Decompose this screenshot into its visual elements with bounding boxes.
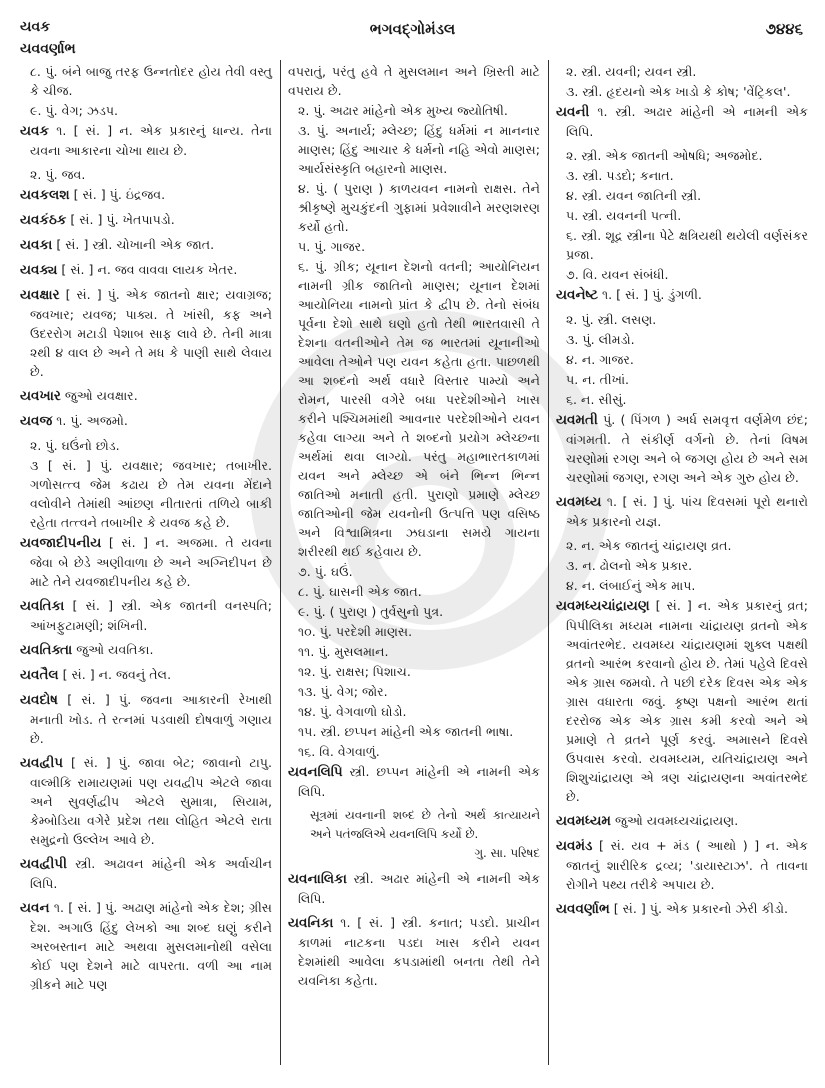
sense-line: ૨. ન. એક જાતનું ચાંદ્રાયણ વ્રત. (566, 538, 732, 553)
sense-line: ૩. ન. ઢોલનો એક પ્રકાર. (566, 558, 693, 573)
headword: યવમધ્યચાંદ્રાયણ (556, 598, 650, 614)
definition-text: [ સં. ] પું. એક જાતનો ક્ષાર; યવાગ્રજ; જવખાર; યવજ; પાક્ય. તે ખાંસી, કફ અને ઉદરરોગ મટાડી પેશાબ સાફ લાવે છે. તેની માત્રા ૨થી ૪ વાલ છે અને તે મધ કે પાણી સાથે લેવાય છે. (30, 287, 272, 379)
definition-text: [ સં. ] ન. અજમા. તે યવના જેવા બે છેડે અણીવાળા છે અને અગ્નિદીપન છે માટે તેને યવજાદીપનીય કહે છે. (30, 535, 272, 589)
guideword-first: યવક (20, 19, 51, 35)
sense-line: ૯. પું. ( પુરાણ ) તુર્વસુનો પુત્ર. (298, 604, 444, 619)
sense-line: ૧૫. સ્ત્રી. છપ્પન માંહેની એક જાતની ભાષા. (298, 724, 514, 739)
dictionary-entry (556, 492, 808, 531)
headword: યવન (20, 900, 50, 916)
definition-text: ૧. [ સં. ] પું. પાંચ દિવસમાં પૂરો થનારો એક પ્રકારનો યજ્ઞ. (566, 494, 808, 529)
definition-text: [ સં. ] ન. જવ વાવવા લાયક ખેતર. (57, 262, 238, 277)
dictionary-entry (556, 836, 808, 894)
dictionary-entry (288, 869, 540, 908)
dictionary-entry (20, 260, 272, 280)
definition-text: પું. ( પિંગળ ) અર્ધ સમવૃત્ત વર્ણમેળ છંદ; વાંગમતી. તે સંકીર્ણ વર્ગનો છે. તેનાં વિષમ ચરણોમાં રગણ અને બે જગણ હોય છે અને સમ ચરણોમાં જગણ, રગણ અને એક ગુરુ હોય છે. (566, 412, 808, 485)
sense-line: ૮. પું. બંને બાજુ તરફ ઉન્નતોદર હોય તેવી વસ્તુ કે ચીજ. (30, 64, 272, 98)
definition-text: સ્ત્રી. અઢાવન માંહેની એક અર્વાચીન લિપિ. (30, 856, 272, 891)
definition-text: [ સં. ] પું. ઇંદ્રજવ. (69, 187, 166, 202)
dictionary-entry (20, 411, 272, 431)
sense-line: ૧૩. પું. વેગ; જોર. (298, 684, 388, 699)
sense-line: ૧૦. પું. પરદેશી માણસ. (298, 624, 413, 639)
sense-line: ૩ [ સં. ] પું. યવક્ષાર; જવખાર; તબાખીર. ગળોસત્ત્વ જેમ કઢાય છે તેમ યવના મેંદાને વલોવીને તેમાંથી આંછણ નીતારતાં તળિયે બાકી રહેતા તત્ત્વને તબાખીર કે યવજ કહે છે. (30, 458, 272, 530)
sense-line: ૪. ન. લંબાઈનું એક માપ. (566, 578, 696, 593)
definition-text: [ સં. ] ન. જવનું તેલ. (58, 667, 172, 682)
sense-line: ૩. સ્ત્રી. પડદો; કનાત. (566, 168, 674, 183)
dictionary-entry (20, 690, 272, 748)
dictionary-entry (20, 210, 272, 230)
column-divider (548, 60, 549, 1065)
guideword-last: યવવર્ણાભ (20, 41, 76, 57)
headword: યવમતી (556, 412, 598, 428)
headword: યવકલશ (20, 187, 70, 203)
dictionary-entry (20, 665, 272, 685)
sense-line: ૬. સ્ત્રી. શૂદ્ર સ્ત્રીના પેટે ક્ષત્રિયથી થયેલી વર્ણસંકર પ્રજા. (566, 228, 808, 262)
definition-text: જુઓ યવતિકા. (72, 642, 154, 657)
headword: યવવર્ણાભ (556, 901, 610, 917)
sense-line: ૩. પું. લીમડો. (566, 332, 635, 347)
headword: યવનેષ્ટ (556, 287, 598, 303)
sense-line: ૩. પું. અનાર્ય; મ્લેચ્છ; હિંદુ ધર્મમાં ન માનનાર માણસ; હિંદુ આચાર કે ધર્મનો નહિ એવો માણસ; આર્યસંસ્કૃતિ બહારનો માણસ. (298, 123, 540, 176)
definition-text: ૧. [ સં. ] સ્ત્રી. કનાત; પડદો. પ્રાચીન કાળમાં નાટકના પડદા ખાસ કરીને યવન દેશમાંથી આવેલા કપડામાંથી બનતા તેથી તેને યવનિકા કહેતા. (298, 915, 540, 988)
definition-text: ૧. સ્ત્રી. અઢાર માંહેની એ નામની એક લિપિ. (566, 104, 808, 139)
definition-text: [ સં. ] પું. ખેતપાપડો. (66, 212, 175, 227)
citation-text: સૂત્રમાં યવનાની શબ્દ છે તેનો અર્થ કાત્યાયને અને પતંજલિએ યવનલિપિ કર્યો છે. (310, 808, 540, 841)
sense-line: ૨. સ્ત્રી. યવની; યવન સ્ત્રી. (566, 64, 697, 79)
headword: યવક (20, 123, 49, 139)
sense-line: ૫. ન. તીખાં. (566, 372, 630, 387)
definition-text: ૧. પું. અજમો. (52, 413, 128, 428)
dictionary-entry (556, 102, 808, 141)
definition-text: [ સં. યવ + મંડ ( આથો ) ] ન. એક જાતનું શારીરિક દ્રવ્ય; 'ડાયાસ્ટાઝ'. તે તાવના રોગીને પથ્ય તરીકે અપાય છે. (566, 838, 808, 892)
headword: યવનાલિકા (288, 871, 347, 887)
dictionary-entry (556, 285, 808, 305)
sense-line: ૮. પું. ઘાસની એક જાત. (298, 584, 422, 599)
dictionary-entry (20, 386, 272, 406)
headword: યવમધ્ય (556, 494, 602, 510)
dictionary-entry (20, 854, 272, 893)
citation-block (288, 806, 540, 863)
headword: યવતૈલ (20, 667, 59, 683)
sense-line: ૬. ન. સીસું. (566, 392, 627, 407)
headword: યવખાર (20, 388, 61, 404)
sense-line: ૭. વિ. યવન સંબંધી. (566, 267, 669, 282)
headword: યવદ્વીપી (20, 856, 67, 872)
headword: યવદોષ (20, 692, 58, 708)
dictionary-entry (556, 811, 808, 831)
headword: યવકંઠક (20, 212, 67, 228)
dictionary-entry (20, 640, 272, 660)
dictionary-entry (288, 913, 540, 990)
dictionary-entry (20, 235, 272, 255)
definition-text: સ્ત્રી. છપ્પન માંહેની એ નામની એક લિપિ. (298, 764, 540, 799)
sense-line: ૧૨. પું. રાક્ષસ; પિશાચ. (298, 664, 411, 679)
definition-text: [ સં. ] પું. જવના આકારની રેખાથી મનાતી ખોડ. તે રત્નમાં પડવાથી દોષવાળું ગણાય છે. (30, 692, 272, 746)
headword: યવકા (20, 237, 53, 253)
sense-line: ૩. સ્ત્રી. હૃદયનો એક ખાડો કે કોષ; 'વેંટ્રિકલ'. (566, 84, 791, 99)
headword: યવતિક્તા (20, 642, 73, 658)
sense-line: ૨. પું. અઢાર માંહેનો એક મુખ્ય જ્યોતિષી. (298, 103, 508, 118)
dictionary-column-3 (556, 62, 808, 924)
headword: યવનલિપિ (288, 764, 343, 780)
headword: યવદ્વીપ (20, 755, 64, 771)
headword: યવનિકા (288, 915, 334, 931)
sense-line: ૨. પું. ઘઉંનો છોડ. (30, 438, 120, 453)
dictionary-entry (20, 185, 272, 205)
sense-line: ૭. પું. ઘઉં. (298, 564, 353, 579)
column-divider (280, 60, 281, 1065)
dictionary-entry (20, 121, 272, 160)
definition-text: [ સં. ] સ્ત્રી. એક જાતની વનસ્પતિ; આંખફુટામણી; શંખિની. (30, 598, 272, 633)
dictionary-entry (556, 596, 808, 806)
dictionary-entry (20, 753, 272, 849)
dictionary-column-2 (288, 62, 540, 995)
book-title: ભગવદ્ગોમંડલ (369, 20, 456, 38)
headword: યવજાદીપનીય (20, 535, 102, 551)
dictionary-column-1 (20, 62, 272, 999)
citation-source: ગુ. સા. પરિષદ (474, 846, 540, 860)
sense-line: ૬. પું. ગ્રીક; યૂનાન દેશનો વતની; આયોનિયન નામની ગ્રીક જાતિનો માણસ; યૂનાન દેશમાં આયોનિયા નામનો પ્રાંત કે દ્વીપ છે. તેનો સંબંધ પૂર્વના દેશો સાથે ઘણો હતો તેથી ભારતવાસી તે દેશના વતનીઓને તેમ જ ભારતમાં યૂનાનીઓ આવેલા તેઓને પણ યવન કહેતા હતા. પાછળથી આ શબ્દનો અર્થ વધારે વિસ્તાર પામ્યો અને રોમન, પારસી વગેરે બધા પરદેશીઓને ખાસ કરીને પશ્ચિમમાંથી આવનાર પરદેશીઓને યવન કહેવા લાગ્યા અને તે શબ્દનો પ્રયોગ મ્લેચ્છના અર્થમાં થવા લાગ્યો. પરંતુ મહાભારતકાળમાં યવન અને મ્લેચ્છ એ બંને ભિન્ન ભિન્ન જાતિઓ મનાતી હતી. પુરાણો પ્રમાણે મ્લેચ્છ જાતિઓની જેમ યવનોની ઉત્પત્તિ પણ વસિષ્ઠ અને વિશ્વામિત્રના ઝઘડાના સમયે ગાયના શરીરથી થઈ કહેવાય છે. (298, 259, 540, 559)
sense-line: ૯. પું. વેગ; ઝડપ. (30, 103, 119, 118)
definition-text: [ સં. ] સ્ત્રી. ચોખાની એક જાત. (52, 237, 215, 252)
headword: યવની (556, 104, 590, 120)
definition-text: ૧. [ સં. ] ન. એક પ્રકારનું ધાન્ય. તેના યવના આકારના ચોખા થાય છે. (30, 123, 272, 158)
sense-line: ૪. પું. ( પુરાણ ) કાળયવન નામનો રાક્ષસ. તેને શ્રીકૃષ્ણે મુચકુંદની ગુફામાં પ્રવેશાવીને મરણશરણ કર્યો હતો. (298, 181, 540, 234)
definition-text: જુઓ યવમધ્યચાંદ્રાયણ. (610, 813, 739, 828)
sense-line: ૨. પું. જવ. (30, 167, 86, 182)
definition-text: [ સં. ] ન. એક પ્રકારનું વ્રત; પિપીલિકા મધ્યમ નામના ચાંદ્રાયણ વ્રતનો એક અવાંતરભેદ. યવમધ્ય ચાંદ્રાયણમાં શુક્લ પક્ષથી વ્રતનો આરંભ કરવાનો હોય છે. તેમાં પહેલે દિવસે એક ગ્રાસ જમવો. તે પછી દરેક દિવસ એક એક ગ્રાસ વધારતા જવું. કૃષ્ણ પક્ષનો આરંભ થતાં દરરોજ એક એક ગ્રાસ કમી કરવો અને એ પ્રમાણે તે વ્રતને પૂર્ણ કરવું. અમાસને દિવસે ઉપવાસ કરવો. યવમધ્યમ, યતિચાંદ્રાયણ અને શિશુચાંદ્રાયણ એ ત્રણ ચાંદ્રાયણના અવાંતરભેદ છે. (566, 598, 808, 804)
definition-text: [ સં. ] પું. એક પ્રકારનો ઝેરી કીડો. (609, 901, 789, 916)
definition-text: ૧. [ સં. ] પું. ડુંગળી. (597, 287, 702, 302)
definition-text: ૧. [ સં. ] પું. અઢાણ માંહેનો એક દેશ; ગ્રીસ દેશ. અગાઉ હિંદુ લેખકો આ શબ્દ ઘણું કરીને અરબસ્તાન માટે અથવા મુસલમાનોથી વસેલા કોઈ પણ દેશને માટે વાપરતા. વળી આ નામ ગ્રીકને માટે પણ (30, 900, 272, 992)
sense-line: ૧૧. પું. મુસલમાન. (298, 644, 389, 659)
definition-text: [ સં. ] પું. જાવા બેટ; જાવાનો ટાપુ. વાલ્મીકિ રામાયણમાં પણ યવદ્વીપ એટલે જાવા અને સુવર્ણદ્વીપ એટલે સુમાત્રા, સિયામ, કેમ્બોડિયા વગેરે પ્રદેશ તથા લોહિત એટલે રાતા સમુદ્રનો ઉલ્લેખ આવે છે. (30, 755, 272, 847)
dictionary-entry (20, 596, 272, 635)
headword: યવતિકા (20, 598, 65, 614)
definition-text: જુઓ યવક્ષાર. (60, 388, 138, 403)
page-number: ૭૪૪૬ (765, 20, 803, 38)
headword: યવજ (20, 413, 53, 429)
dictionary-entry (20, 898, 272, 994)
dictionary-entry (556, 410, 808, 487)
sense-line: ૫. સ્ત્રી. યવનની પત્ની. (566, 208, 682, 223)
dictionary-entry (20, 285, 272, 381)
headword: યવક્ષાર (20, 287, 60, 303)
sense-line: ૨. પું. સ્ત્રી. લસણ. (566, 312, 657, 327)
continued-definition: વપરાતું, પરંતુ હવે તે મુસલમાન અને ખ્રિસ્તી માટે વપરાય છે. (288, 64, 540, 98)
dictionary-entry (288, 762, 540, 801)
dictionary-entry (20, 533, 272, 591)
headword: યવમધ્યમ (556, 813, 611, 829)
sense-line: ૪. ન. ગાજર. (566, 352, 634, 367)
definition-text: સ્ત્રી. અઢાર માંહેની એ નામની એક લિપિ. (298, 871, 540, 906)
sense-line: ૫. પું. ગાજર. (298, 239, 366, 254)
headword: યવમંડ (556, 838, 593, 854)
sense-line: ૧૬. વિ. વેગવાળું. (298, 744, 380, 759)
sense-line: ૧૪. પું. વેગવાળો ઘોડો. (298, 704, 407, 719)
sense-line: ૨. સ્ત્રી. એક જાતની ઓષધિ; અજમોદ. (566, 148, 763, 163)
sense-line: ૪. સ્ત્રી. યવન જાતિની સ્ત્રી. (566, 188, 702, 203)
headword: યવક્ય (20, 262, 58, 278)
dictionary-entry (556, 899, 808, 919)
